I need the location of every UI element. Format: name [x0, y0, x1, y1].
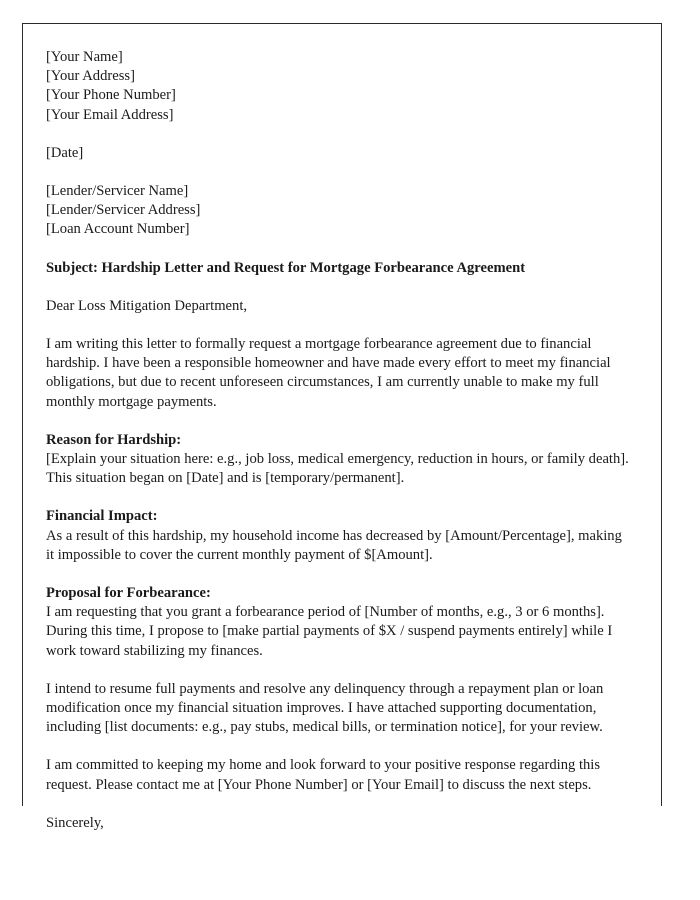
letter-date — [46, 144, 633, 163]
closing-paragraph: I am committed to keeping my home and look forward to your positive response regarding this request. Please contact me at [Your Phone Number] or [Your Email] to discuss the next steps. — [46, 757, 601, 793]
section-heading-financial-impact: Financial Impact: — [46, 508, 158, 525]
section-financial-impact — [46, 507, 633, 565]
section-body-proposal-for-forbearance: I am requesting that you grant a forbearance period of [Number of months, e.g., 3 or 6 months]. During this time, I propose to [make partial payments of $X / suspend payments entirely] while I work toward stabilizing my finances. — [46, 604, 613, 659]
sender-name: [Your Name] — [46, 49, 123, 65]
recipient-address-block — [46, 182, 633, 240]
document-page — [22, 23, 662, 831]
sender-address: [Your Address] — [46, 68, 135, 85]
intro-paragraph: I am writing this letter to formally request a mortgage forbearance agreement due to financial hardship. I have been a responsible homeowner and have made every effort to meet my financial obligations, but due to recent unforeseen circumstances, I am currently unable to make my full monthly mortgage payments. — [46, 336, 611, 410]
resume-payments-paragraph: I intend to resume full payments and resolve any delinquency through a repayment plan or loan modification once my financial situation improves. I have attached supporting documentation, including [list documents: e.g., pay stubs, medical bills, or termination notice], for your review. — [46, 680, 604, 736]
section-body-reason-for-hardship: [Explain your situation here: e.g., job loss, medical emergency, reduction in hours, or family death]. This situation began on [Date] and is [temporary/permanent]. — [46, 451, 629, 487]
recipient-address: [Lender/Servicer Address] — [46, 202, 201, 219]
loan-account-number: [Loan Account Number] — [46, 221, 190, 238]
date-value: [Date] — [46, 144, 84, 161]
sender-address-block — [46, 48, 633, 125]
subject-line: Subject: Hardship Letter and Request for Mortgage Forbearance Agreement — [46, 259, 526, 276]
recipient-name: [Lender/Servicer Name] — [46, 183, 189, 200]
section-reason-for-hardship — [46, 431, 633, 489]
sender-email: [Your Email Address] — [46, 106, 174, 123]
sender-phone: [Your Phone Number] — [46, 87, 176, 104]
salutation: Dear Loss Mitigation Department, — [46, 297, 248, 314]
sign-off: Sincerely, — [46, 814, 104, 831]
section-heading-reason-for-hardship: Reason for Hardship: — [46, 431, 182, 448]
letter-content — [46, 48, 633, 833]
section-heading-proposal-for-forbearance: Proposal for Forbearance: — [46, 585, 211, 602]
section-body-financial-impact: As a result of this hardship, my household income has decreased by [Amount/Percentage], making it impossible to cover the current monthly payment of $[Amount]. — [46, 527, 622, 563]
section-proposal-for-forbearance — [46, 584, 633, 661]
